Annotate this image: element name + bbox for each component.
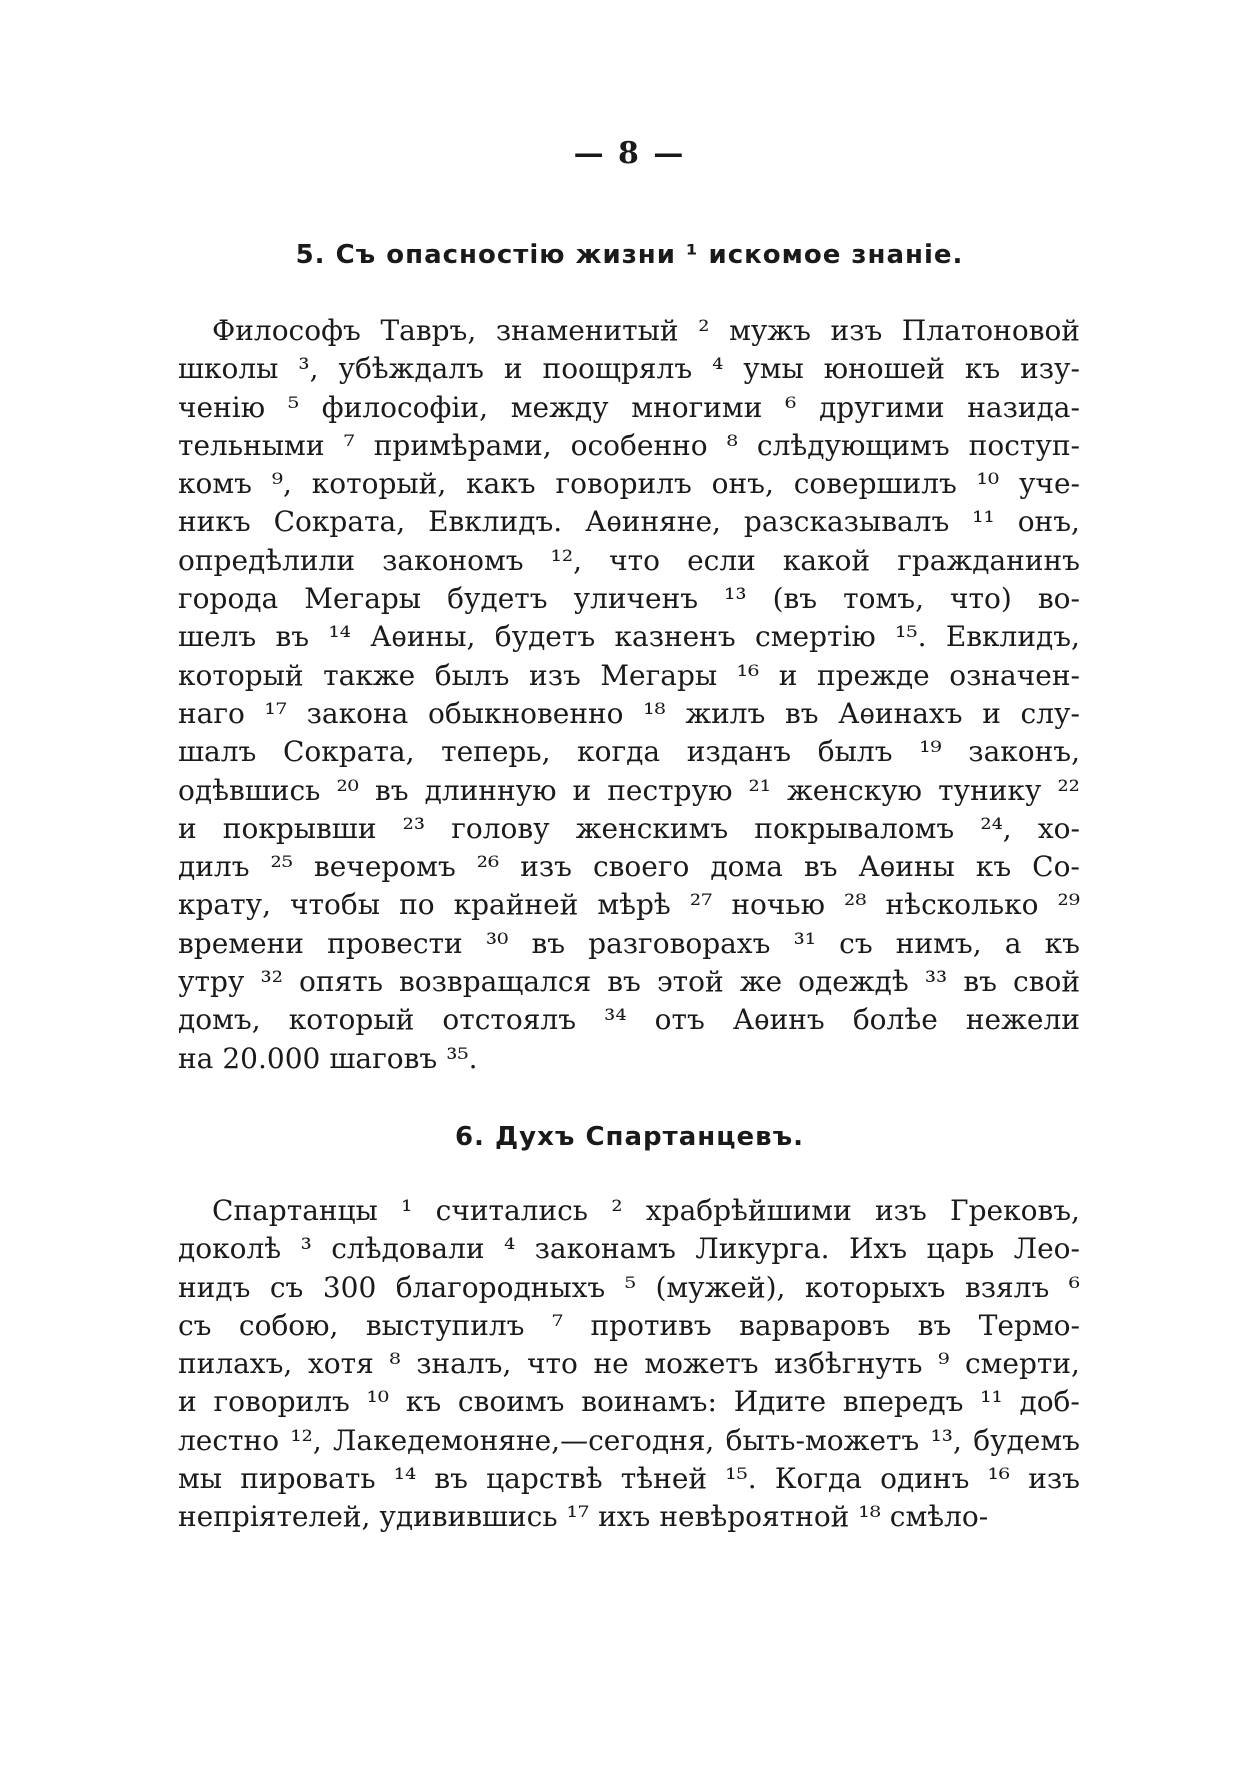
text-line: и покрывши ²³ голову женскимъ покрываломъ ²⁴, хо- [178, 811, 1080, 845]
text-line: города Мегары будетъ уличенъ ¹³ (въ томъ, что) во- [178, 582, 1080, 616]
page-number: — 8 — [573, 136, 686, 171]
text-line: школы ³, убѣждалъ и поощрялъ ⁴ умы юношей къ изу- [178, 352, 1080, 386]
text-line: Философъ Тавръ, знаменитый ² мужъ изъ Платоновой [212, 314, 1080, 347]
text-line: ченію ⁵ философіи, между многими ⁶ другими назида- [178, 390, 1080, 424]
text-line: и говорилъ ¹⁰ къ своимъ воинамъ: Идите впередъ ¹¹ доб- [178, 1385, 1080, 1419]
text-line: дилъ ²⁵ вечеромъ ²⁶ изъ своего дома въ Аѳины къ Со- [178, 850, 1080, 884]
text-line: мы пировать ¹⁴ въ царствѣ тѣней ¹⁵. Когда одинъ ¹⁶ изъ [178, 1462, 1080, 1496]
text-line: времени провести ³⁰ въ разговорахъ ³¹ съ нимъ, а къ [178, 926, 1080, 960]
text-line: доколѣ ³ слѣдовали ⁴ законамъ Ликурга. Ихъ царь Лео- [178, 1232, 1080, 1266]
text-line: одѣвшись ²⁰ въ длинную и пеструю ²¹ женскую тунику ²² [178, 773, 1080, 807]
text-line: шелъ въ ¹⁴ Аѳины, будетъ казненъ смертію ¹⁵. Евклидъ, [178, 620, 1080, 654]
text-line: наго ¹⁷ закона обыкновенно ¹⁸ жилъ въ Аѳинахъ и слу- [178, 696, 1080, 730]
text-line: который также былъ изъ Мегары ¹⁶ и прежде означен- [178, 658, 1080, 692]
section-body-5 [178, 312, 1080, 1078]
text-line: на 20.000 шаговъ ³⁵. [178, 1041, 478, 1075]
text-line: шалъ Сократа, теперь, когда изданъ былъ ¹⁹ законъ, [178, 735, 1080, 769]
text-line: утру ³² опять возвращался въ этой же одеждѣ ³³ въ свой [178, 965, 1080, 999]
text-line: никъ Сократа, Евклидъ. Аѳиняне, разсказывалъ ¹¹ онъ, [178, 505, 1080, 539]
section-heading-5: 5. Съ опасностію жизни ¹ искомое знаніе. [295, 240, 964, 270]
text-line: нидъ съ 300 благородныхъ ⁵ (мужей), которыхъ взялъ ⁶ [178, 1270, 1080, 1304]
section-body-6 [178, 1192, 1080, 1537]
text-line: домъ, который отстоялъ ³⁴ отъ Аѳинъ болѣе нежели [178, 1003, 1080, 1037]
text-line: пилахъ, хотя ⁸ зналъ, что не можетъ избѣгнуть ⁹ смерти, [178, 1347, 1080, 1381]
text-line: комъ ⁹, который, какъ говорилъ онъ, совершилъ ¹⁰ уче- [178, 467, 1080, 501]
text-line: крату, чтобы по крайней мѣрѣ ²⁷ ночью ²⁸ нѣсколько ²⁹ [178, 888, 1080, 922]
section-heading-6: 6. Духъ Спартанцевъ. [454, 1122, 805, 1152]
text-line: опредѣлили закономъ ¹², что если какой гражданинъ [178, 543, 1080, 577]
text-line: Спартанцы ¹ считались ² храбрѣйшими изъ Грековъ, [212, 1194, 1080, 1227]
text-line: съ собою, выступилъ ⁷ противъ варваровъ въ Термо- [178, 1308, 1080, 1342]
text-line: лестно ¹², Лакедемоняне,—сегодня, быть-можетъ ¹³, будемъ [178, 1423, 1080, 1457]
text-line: непріятелей, удивившись ¹⁷ ихъ невѣроятной ¹⁸ смѣло- [178, 1500, 989, 1534]
text-line: тельными ⁷ примѣрами, особенно ⁸ слѣдующимъ поступ- [178, 428, 1080, 462]
